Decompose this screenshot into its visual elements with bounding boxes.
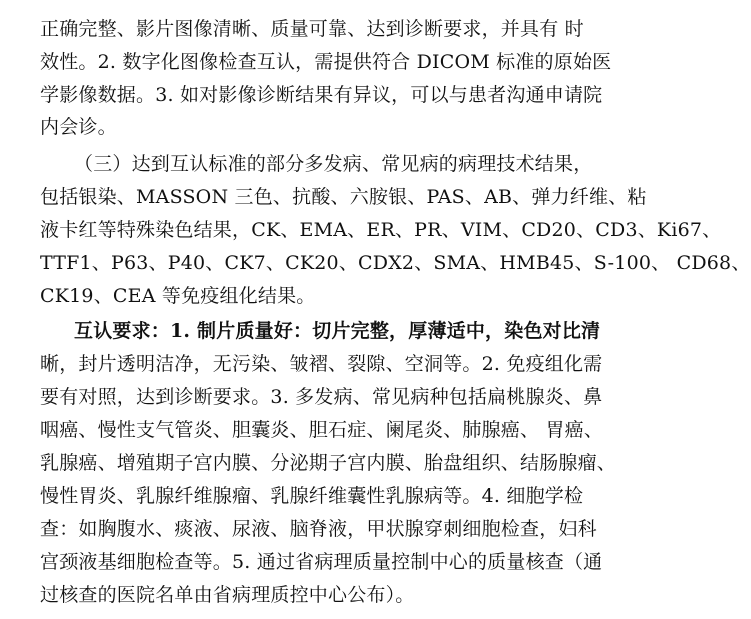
text-line-17: 宫颈液基细胞检查等。5. 通过省病理质量控制中心的质量核查（通 <box>40 551 603 573</box>
section-three-heading-line: （三）达到互认标准的部分多发病、常见病的病理技术结果， <box>74 153 593 175</box>
text-line-8: TTF1、P63、P40、CK7、CK20、CDX2、SMA、HMB45、S-100、 CD68、 <box>40 252 751 274</box>
text-line-1: 正确完整、影片图像清晰、质量可靠、达到诊断要求，并具有 时 <box>40 18 584 40</box>
text-line-15: 慢性胃炎、乳腺纤维腺瘤、乳腺纤维囊性乳腺病等。4. 细胞学检 <box>40 485 584 507</box>
text-line-4: 内会诊。 <box>40 116 117 138</box>
text-line-6: 包括银染、MASSON 三色、抗酸、六胺银、PAS、AB、弹力纤维、粘 <box>40 186 647 208</box>
text-line-12: 要有对照，达到诊断要求。3. 多发病、常见病种包括扁桃腺炎、鼻 <box>40 386 603 408</box>
text-line-3: 学影像数据。3. 如对影像诊断结果有异议，可以与患者沟通申请院 <box>40 84 603 106</box>
text-line-14: 乳腺癌、增殖期子宫内膜、分泌期子宫内膜、胎盘组织、结肠腺瘤、 <box>40 452 617 474</box>
text-line-2: 效性。2. 数字化图像检查互认，需提供符合 DICOM 标准的原始医 <box>40 51 612 73</box>
text-line-16: 查：如胸腹水、痰液、尿液、脑脊液，甲状腺穿刺细胞检查，妇科 <box>40 518 597 540</box>
text-line-11: 晰，封片透明洁净，无污染、皱褶、裂隙、空洞等。2. 免疫组化需 <box>40 353 603 375</box>
text-line-7: 液卡红等特殊染色结果，CK、EMA、ER、PR、VIM、CD20、CD3、Ki67、 <box>40 219 722 241</box>
text-line-13: 咽癌、慢性支气管炎、胆囊炎、胆石症、阑尾炎、肺腺癌、 胃癌、 <box>40 419 604 441</box>
text-line-18: 过核查的医院名单由省病理质控中心公布）。 <box>40 584 415 606</box>
mutual-recognition-requirements-line: 互认要求：1. 制片质量好：切片完整，厚薄适中，染色对比清 <box>74 320 601 342</box>
text-line-9: CK19、CEA 等免疫组化结果。 <box>40 285 316 307</box>
